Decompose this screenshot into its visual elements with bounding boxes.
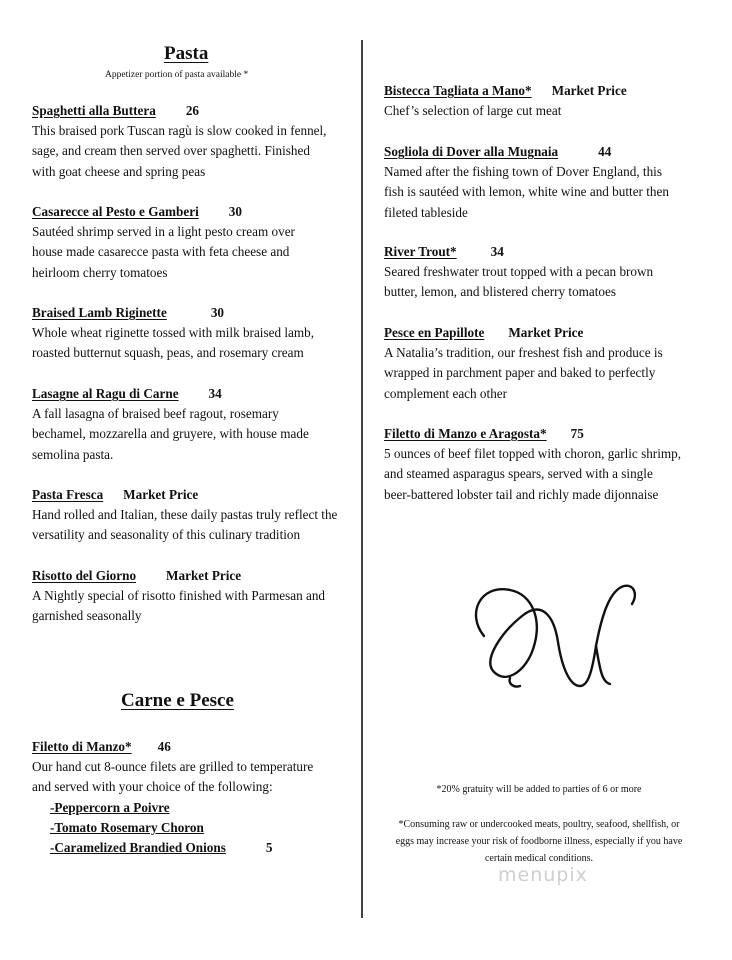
menu-item-heading: [32, 485, 352, 505]
menu-item-description: A Natalia’s tradition, our freshest fish and produce is wrapped in parchment paper and baked to perfectly complement each other: [384, 345, 663, 401]
menu-item-name: Pasta Fresca: [32, 487, 104, 502]
menu-item-name: Casarecce al Pesto e Gamberi: [32, 204, 199, 219]
menu-item-name: Bistecca Tagliata a Mano*: [384, 83, 532, 98]
menu-item: [384, 81, 704, 121]
menu-item-price: 34: [208, 386, 222, 401]
menu-item-price: 30: [210, 305, 224, 320]
menu-item: [32, 566, 352, 627]
sauce-option: -Tomato Rosemary Choron: [50, 820, 204, 835]
menu-item-name: Risotto del Giorno: [32, 568, 137, 583]
menu-item-price: 46: [157, 739, 171, 754]
menu-item-description: This braised pork Tuscan ragù is slow cooked in fennel, sage, and cream then served over spaghetti. Finished with goat cheese and spring peas: [32, 123, 327, 179]
menu-item-name: Braised Lamb Riginette: [32, 305, 167, 320]
menu-item-description: Our hand cut 8-ounce filets are grilled to temperature and served with your choice of the following:: [32, 759, 314, 795]
consumer-advisory-note: *Consuming raw or undercooked meats, poultry, seafood, shellfish, or eggs may increase your risk of foodborne illness, especially if you have certain medical conditions.: [395, 819, 683, 864]
menu-item: [32, 101, 352, 182]
menu-item: [384, 323, 704, 404]
menu-item-description: Hand rolled and Italian, these daily pastas truly reflect the versatility and seasonality of this culinary tradition: [32, 507, 338, 543]
menu-item-description: Whole wheat riginette tossed with milk braised lamb, roasted butternut squash, peas, and rosemary cream: [32, 325, 314, 361]
menu-item-name: Filetto di Manzo e Aragosta*: [384, 426, 547, 441]
addon-price: 5: [265, 840, 273, 855]
menu-item-price: Market Price: [123, 487, 199, 502]
menu-item-name: Sogliola di Dover alla Mugnaia: [384, 144, 559, 159]
menu-item-heading: [32, 737, 352, 757]
menu-item: [32, 485, 352, 546]
menu-item-description: Chef’s selection of large cut meat: [384, 103, 562, 118]
menu-item: [32, 384, 352, 465]
menu-item-heading: [32, 101, 352, 121]
menu-item: [384, 242, 704, 303]
menu-item-heading: [32, 303, 352, 323]
menu-item-price: 75: [570, 426, 584, 441]
menupix-watermark: menupix: [498, 864, 588, 886]
menu-item-heading: [384, 424, 704, 444]
menu-item-price: Market Price: [166, 568, 242, 583]
sauce-option: -Peppercorn a Poivre: [50, 800, 170, 815]
menu-item: [32, 303, 352, 364]
menu-item-description: Sautéed shrimp served in a light pesto cream over house made casarecce pasta with feta cheese and heirloom cherry tomatoes: [32, 224, 295, 280]
menu-item-price: 26: [185, 103, 200, 118]
column-divider: [361, 40, 363, 918]
menu-item: [32, 737, 352, 798]
sauce-option: [50, 838, 272, 858]
carne-section-title: Carne e Pesce: [121, 690, 234, 711]
restaurant-monogram-logo: [462, 576, 642, 694]
menu-item-name: Spaghetti alla Buttera: [32, 103, 156, 118]
menu-item: [384, 424, 704, 505]
gratuity-note: *20% gratuity will be added to parties of 6 or more: [436, 784, 642, 795]
addon-name: -Caramelized Brandied Onions: [50, 840, 226, 855]
menu-item-heading: [32, 566, 352, 586]
pasta-section-title: Pasta: [164, 43, 209, 64]
menu-item-description: Seared freshwater trout topped with a pecan brown butter, lemon, and blistered cherry tomatoes: [384, 264, 654, 300]
menu-item-name: River Trout*: [384, 244, 457, 259]
menu-item-price: Market Price: [508, 325, 584, 340]
menu-item-description: 5 ounces of beef filet topped with choron, garlic shrimp, and steamed asparagus spears, served with a single beer-battered lobster tail and richly made dijonnaise: [384, 446, 682, 502]
menu-item-heading: [32, 384, 352, 404]
menu-item-heading: [384, 81, 704, 101]
menu-item-price: Market Price: [551, 83, 627, 98]
menu-item-description: Named after the fishing town of Dover England, this fish is sautéed with lemon, white wine and butter then fileted tableside: [384, 164, 669, 220]
menu-item-price: 34: [490, 244, 504, 259]
menu-item-heading: [32, 202, 352, 222]
menu-item-description: A fall lasagna of braised beef ragout, rosemary bechamel, mozzarella and gruyere, with house made semolina pasta.: [32, 406, 309, 462]
menu-item-price: 44: [598, 144, 612, 159]
menu-item-name: Pesce en Papillote: [384, 325, 485, 340]
menu-item-heading: [384, 142, 704, 162]
menu-item-name: Lasagne al Ragu di Carne: [32, 386, 179, 401]
menu-item: [32, 202, 352, 283]
menu-item-description: A Nightly special of risotto finished with Parmesan and garnished seasonally: [32, 588, 326, 624]
menu-item-heading: [384, 242, 704, 262]
menu-item-price: 30: [228, 204, 242, 219]
menu-item-heading: [384, 323, 704, 343]
menu-item-name: Filetto di Manzo*: [32, 739, 132, 754]
menu-item: [384, 142, 704, 223]
appetizer-portion-note: Appetizer portion of pasta available *: [105, 70, 249, 80]
